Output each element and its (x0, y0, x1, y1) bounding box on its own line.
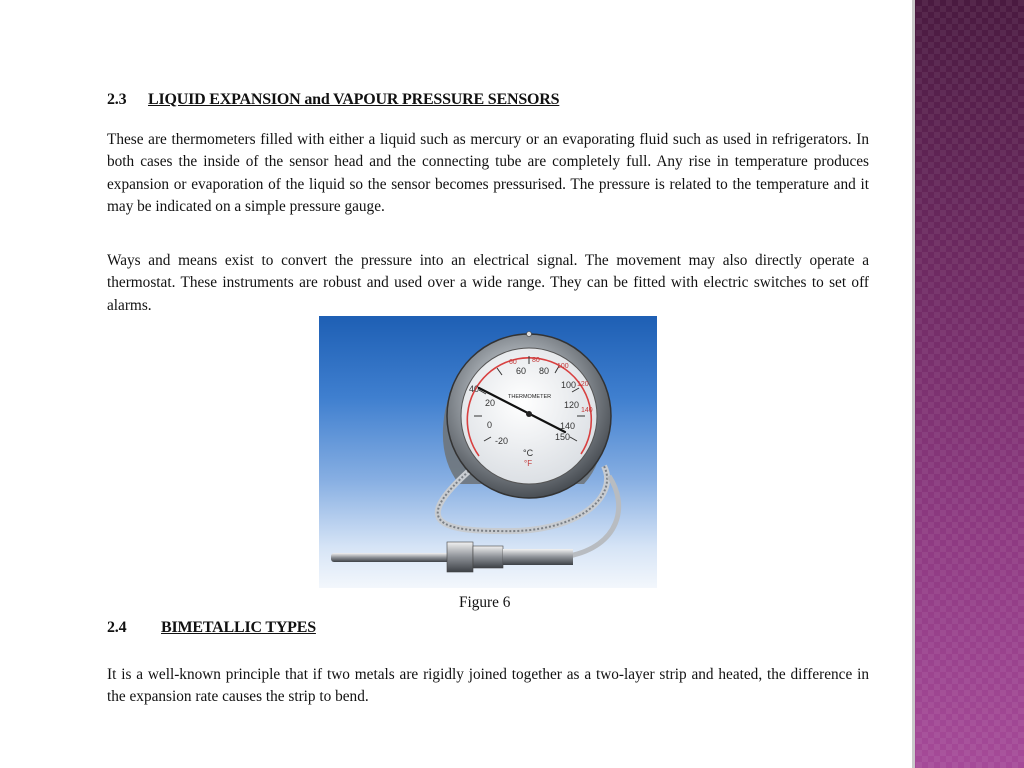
scale-label: 60 (516, 366, 527, 376)
scale-label: 20 (485, 398, 496, 408)
scale-label: -20 (495, 436, 509, 446)
pressure-thermometer-illustration (319, 316, 657, 588)
section-number: 2.3 (107, 91, 127, 108)
outer-scale-label: 80 (532, 357, 540, 364)
section-title: BIMETALLIC TYPES (161, 619, 316, 636)
section-heading-2-3 (107, 91, 667, 111)
figure-caption: Figure 6 (459, 594, 511, 611)
scale-label: 150 (555, 432, 571, 442)
scale-label: 80 (539, 366, 550, 376)
thermometer-photo (319, 316, 657, 588)
outer-scale-label: 120 (577, 381, 589, 388)
side-band-edge (912, 0, 915, 768)
scale-label: 100 (561, 380, 577, 390)
gauge-label: THERMOMETER (508, 394, 552, 400)
scale-label: 0 (487, 420, 493, 430)
section-title: LIQUID EXPANSION and VAPOUR PRESSURE SENSORS (148, 91, 560, 108)
scale-label: 140 (560, 421, 576, 431)
section-number: 2.4 (107, 619, 127, 636)
decorative-side-band (912, 0, 1024, 768)
section-heading-2-4 (107, 619, 407, 639)
side-band-pattern (916, 0, 1024, 768)
paragraph-liquid-expansion: These are thermometers filled with either a liquid such as mercury or an evaporating fluid such as used in refrigerators. In both cases the inside of the sensor head and the connecting tube are completely full. Any rise in temperature produces expansion or evaporation of the liquid so the sensor becomes pressurised. The pressure is related to the temperature and it may be indicated on a simple pressure gauge. (107, 131, 869, 215)
scale-label: 120 (564, 400, 580, 410)
paragraph-pressure-signal: Ways and means exist to convert the pressure into an electrical signal. The movement may also directly operate a thermostat. These instruments are robust and used over a wide range. They can be fitted with electric switches to set off alarms. (107, 252, 869, 314)
outer-scale-label: 60 (509, 359, 517, 366)
paragraph-bimetallic: It is a well-known principle that if two metals are rigidly joined together as a two-layer strip and heated, the difference in the expansion rate causes the strip to bend. (107, 666, 869, 706)
unit-celsius: °C (523, 448, 534, 458)
outer-scale-label: 140 (581, 407, 593, 414)
outer-scale-label: 100 (557, 363, 569, 370)
unit-fahrenheit: °F (524, 459, 533, 468)
scale-label: 40 (469, 384, 480, 394)
